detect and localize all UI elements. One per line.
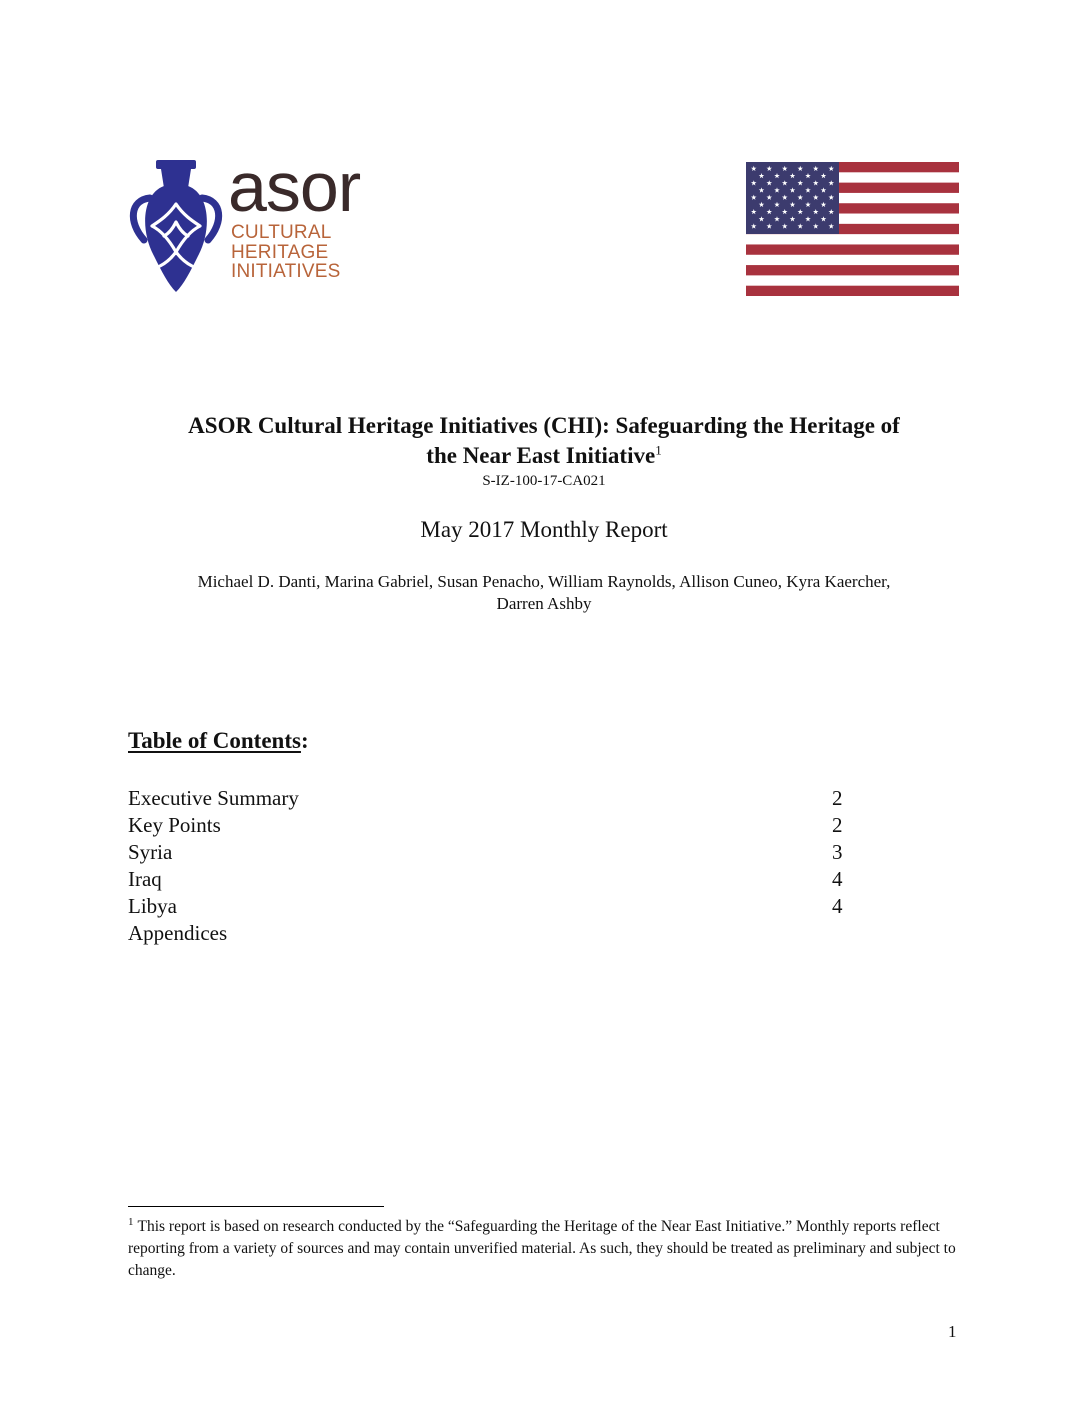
toc-entry-page: 2 [832,813,843,837]
toc-entry-page: 4 [832,894,843,918]
document-title-line: the Near East Initiative$^1$ [426,442,662,468]
toc-entry-key-points[interactable] [128,812,848,839]
asor-logo [128,148,388,295]
page-number: 1 [948,1322,957,1341]
logo-subtitle-line: CULTURAL [231,222,332,243]
toc-entry-label: Syria [128,840,173,864]
footnote-divider [128,1206,384,1207]
toc-entry-iraq[interactable] [128,866,848,893]
toc-entry-label: Appendices [128,921,228,945]
footnote-marker: 1 [128,1215,134,1228]
logo-subtitle-line: HERITAGE [231,242,329,263]
report-title: May 2017 Monthly Report [420,517,668,542]
authors-line: Darren Ashby [496,594,592,613]
toc-entry-executive-summary[interactable] [128,785,848,812]
toc-entry-page: 2 [832,786,843,810]
logo-subtitle-line: INITIATIVES [231,261,341,282]
toc-heading: Table of Contents: [128,728,309,753]
toc-entry-page: 4 [832,867,843,891]
toc-entry-appendices[interactable] [128,920,848,947]
grant-number: S-IZ-100-17-CA021 [482,473,606,489]
toc-entry-page: 3 [832,840,843,864]
toc-entry-label: Key Points [128,813,221,837]
footnote-text: This report is based on research conducted by the “Safeguarding the Heritage of the Near East Initiative.” Monthly reports reflect reporting from a variety of sources and may contain unverified material. As such, they should be treated as preliminary and subject to change. [128,1218,956,1279]
us-flag-icon [746,162,959,296]
logo-wordmark: asor [228,148,361,226]
document-title-line: ASOR Cultural Heritage Initiatives (CHI): Safeguarding the Heritage of [188,413,900,438]
toc-entry-libya[interactable] [128,893,848,920]
table-of-contents [128,785,848,947]
authors-line: Michael D. Danti, Marina Gabriel, Susan Penacho, William Raynolds, Allison Cuneo, Kyra Kaercher, [197,572,891,591]
vase-icon [128,160,228,295]
toc-entry-label: Libya [128,894,177,918]
footnote [128,1216,968,1282]
toc-entry-syria[interactable] [128,839,848,866]
toc-entry-label: Executive Summary [128,786,299,810]
toc-entry-label: Iraq [128,867,162,891]
footnote-reference[interactable]: 1 [655,442,662,458]
